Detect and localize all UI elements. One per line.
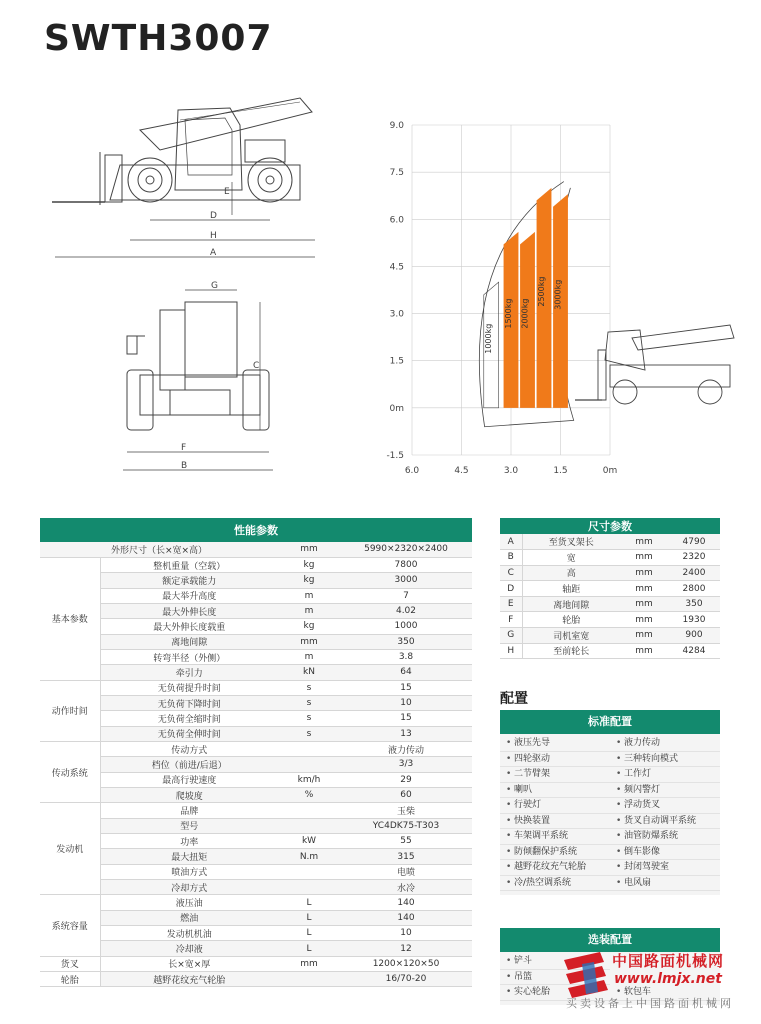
row-unit: kg (278, 557, 340, 572)
row-value: 玉柴 (340, 803, 472, 818)
dim-label-b: B (181, 461, 188, 471)
group-label: 货叉 (40, 956, 100, 971)
dim-label-e: E (224, 187, 230, 197)
row-label: 品牌 (100, 803, 278, 818)
table-row (40, 603, 472, 618)
row-value: 140 (340, 895, 472, 910)
dim-unit: mm (620, 550, 668, 566)
table-row (40, 557, 472, 572)
dim-key: G (500, 628, 522, 644)
row-label: 爬坡度 (100, 788, 278, 803)
row-value: 水冷 (340, 880, 472, 895)
dim-value: 2800 (668, 581, 720, 597)
row-label: 最大外伸长度 (100, 603, 278, 618)
optional-config-header: 选装配置 (500, 928, 720, 952)
dim-label-f: F (181, 443, 187, 453)
watermark-line1: 中国路面机械网 (612, 952, 725, 970)
row-unit: s (278, 695, 340, 710)
row-label: 无负荷全伸时间 (100, 726, 278, 741)
row-value: 13 (340, 726, 472, 741)
dim-label: 至前轮长 (522, 643, 620, 659)
row-unit: km/h (278, 772, 340, 787)
row-label: 额定承载能力 (100, 573, 278, 588)
table-row (40, 926, 472, 941)
row-label: 最大外伸长度载重 (100, 619, 278, 634)
list-item: • 防倾翻保护系统 (500, 845, 610, 861)
dim-label-g: G (211, 281, 218, 291)
table-row (40, 956, 472, 971)
row-unit: s (278, 711, 340, 726)
standard-config-header: 标准配置 (500, 710, 720, 734)
list-item: • 冷/热空调系统 (500, 876, 610, 892)
dim-unit: mm (620, 612, 668, 628)
table-row (40, 542, 472, 557)
dim-key: F (500, 612, 522, 628)
dim-key: E (500, 596, 522, 612)
dim-label-c: C (253, 361, 260, 371)
y-tick-label: 1.5 (389, 356, 404, 367)
table-row (500, 628, 720, 644)
row-label: 发动机机油 (100, 926, 278, 941)
row-unit: kg (278, 573, 340, 588)
dim-label: 至货叉架长 (522, 534, 620, 550)
group-label: 系统容量 (40, 895, 100, 956)
table-row (40, 695, 472, 710)
row-label: 越野花纹充气轮胎 (100, 972, 278, 987)
table-row (40, 634, 472, 649)
dimensions-table (500, 518, 720, 659)
row-label: 功率 (100, 834, 278, 849)
row-unit (278, 741, 340, 756)
row-label: 最大扭矩 (100, 849, 278, 864)
dim-label: 轮胎 (522, 612, 620, 628)
dim-key: H (500, 643, 522, 659)
y-tick-label: 3.0 (389, 309, 404, 320)
row-unit: s (278, 680, 340, 695)
row-label: 冷却方式 (100, 880, 278, 895)
row-value: 350 (340, 634, 472, 649)
list-item: • 三种转向模式 (610, 752, 720, 768)
row-unit: % (278, 788, 340, 803)
list-item: • 倒车影像 (610, 845, 720, 861)
table-row (40, 588, 472, 603)
y-tick-label: 7.5 (389, 168, 404, 179)
dim-key: D (500, 581, 522, 597)
x-tick-label: 0m (602, 466, 618, 476)
y-tick-label: 0m (389, 403, 404, 414)
list-item: • 货叉自动调平系统 (610, 814, 720, 830)
row-label: 无负荷下降时间 (100, 695, 278, 710)
table-row (500, 565, 720, 581)
table-row (40, 818, 472, 833)
row-unit: N.m (278, 849, 340, 864)
row-unit: m (278, 603, 340, 618)
row-value: 3/3 (340, 757, 472, 772)
row-value: 64 (340, 665, 472, 680)
y-tick-label: -1.5 (386, 451, 404, 461)
list-item: • 频闪警灯 (610, 783, 720, 799)
dim-key: A (500, 534, 522, 550)
row-unit: kN (278, 665, 340, 680)
row-unit: mm (278, 634, 340, 649)
list-item: • 浮动货叉 (610, 798, 720, 814)
group-label: 传动系统 (40, 741, 100, 802)
table-row (40, 895, 472, 910)
table-row (500, 534, 720, 550)
row-label: 外形尺寸（长×宽×高） (40, 542, 278, 557)
row-unit: s (278, 726, 340, 741)
standard-config (500, 710, 720, 895)
dim-unit: mm (620, 565, 668, 581)
zone-label: 3000kg (553, 279, 563, 310)
page-title: SWTH3007 (44, 18, 273, 59)
table-row (40, 649, 472, 664)
load-chart (370, 110, 760, 480)
dim-key: B (500, 550, 522, 566)
row-value: 5990×2320×2400 (340, 542, 472, 557)
dim-label: 宽 (522, 550, 620, 566)
row-value: 15 (340, 680, 472, 695)
row-value: 1200×120×50 (340, 956, 472, 971)
list-item: • 实心轮胎 (500, 985, 610, 1001)
dim-value: 2320 (668, 550, 720, 566)
dim-unit: mm (620, 534, 668, 550)
list-item: • 吊篮 (500, 970, 610, 986)
dim-label: 司机室宽 (522, 628, 620, 644)
row-label: 转弯半径（外侧） (100, 649, 278, 664)
y-tick-label: 4.5 (389, 262, 404, 273)
table-row (500, 550, 720, 566)
row-label: 最大举升高度 (100, 588, 278, 603)
table-row (500, 612, 720, 628)
row-value: 7 (340, 588, 472, 603)
x-tick-label: 1.5 (553, 466, 568, 476)
x-tick-label: 4.5 (454, 466, 469, 476)
dim-label-a: A (210, 248, 217, 258)
row-label: 离地间隙 (100, 634, 278, 649)
table-row (500, 596, 720, 612)
row-value: 315 (340, 849, 472, 864)
dim-label-h: H (210, 231, 217, 241)
zone-label: 1000kg (484, 323, 494, 354)
row-unit: L (278, 941, 340, 956)
dim-unit: mm (620, 628, 668, 644)
row-unit: L (278, 910, 340, 925)
table-row (40, 849, 472, 864)
row-label: 长×宽×厚 (100, 956, 278, 971)
row-unit: mm (278, 542, 340, 557)
row-value: 29 (340, 772, 472, 787)
row-unit (278, 864, 340, 879)
table-row (500, 581, 720, 597)
performance-table (40, 518, 472, 987)
x-tick-label: 3.0 (503, 466, 519, 476)
list-item: • 快换装置 (500, 814, 610, 830)
dim-unit: mm (620, 643, 668, 659)
zone-label: 2500kg (537, 276, 546, 307)
group-label: 轮胎 (40, 972, 100, 987)
table-row (40, 941, 472, 956)
dim-label: 离地间隙 (522, 596, 620, 612)
row-label: 无负荷提升时间 (100, 680, 278, 695)
row-value: 55 (340, 834, 472, 849)
list-item: • 车架调平系统 (500, 829, 610, 845)
x-tick-label: 6.0 (404, 466, 420, 476)
dim-value: 4284 (668, 643, 720, 659)
table-row (40, 880, 472, 895)
watermark-line3: 买卖设备上中国路面机械网 (566, 997, 734, 1010)
table-row (40, 726, 472, 741)
table-row (40, 772, 472, 787)
list-item: • 二节臂架 (500, 767, 610, 783)
list-item: • 油管防爆系统 (610, 829, 720, 845)
row-value: 10 (340, 926, 472, 941)
table-row (40, 757, 472, 772)
dim-unit: mm (620, 596, 668, 612)
dimensions-table-header: 尺寸参数 (500, 518, 720, 534)
row-value: 140 (340, 910, 472, 925)
list-item: • 封闭驾驶室 (610, 860, 720, 876)
table-row (40, 711, 472, 726)
dim-value: 2400 (668, 565, 720, 581)
row-value: 60 (340, 788, 472, 803)
row-unit: L (278, 926, 340, 941)
table-row (40, 741, 472, 756)
dim-value: 350 (668, 596, 720, 612)
row-value: 16/70-20 (340, 972, 472, 987)
table-row (40, 972, 472, 987)
row-label: 传动方式 (100, 741, 278, 756)
row-value: 3000 (340, 573, 472, 588)
zone-label: 2000kg (520, 298, 530, 329)
row-unit (278, 818, 340, 833)
dim-key: C (500, 565, 522, 581)
row-label: 无负荷全缩时间 (100, 711, 278, 726)
row-label: 喷油方式 (100, 864, 278, 879)
list-item: • 液压先导 (500, 736, 610, 752)
row-unit (278, 757, 340, 772)
dim-label: 轴距 (522, 581, 620, 597)
row-value: 7800 (340, 557, 472, 572)
config-section-title: 配置 (500, 691, 528, 707)
list-item: • 越野花纹充气轮胎 (500, 860, 610, 876)
row-value: 1000 (340, 619, 472, 634)
list-item: • 电风扇 (610, 876, 720, 892)
y-tick-label: 6.0 (389, 215, 404, 226)
list-item: • 四轮驱动 (500, 752, 610, 768)
dim-value: 4790 (668, 534, 720, 550)
row-label: 冷却液 (100, 941, 278, 956)
row-unit: kW (278, 834, 340, 849)
list-item: • 工作灯 (610, 767, 720, 783)
row-value: YC4DK75-T303 (340, 818, 472, 833)
row-value: 15 (340, 711, 472, 726)
group-label: 动作时间 (40, 680, 100, 741)
row-label: 型号 (100, 818, 278, 833)
table-row (40, 788, 472, 803)
table-row (500, 643, 720, 659)
row-value: 12 (340, 941, 472, 956)
row-value: 3.8 (340, 649, 472, 664)
machine-silhouette (575, 325, 734, 404)
row-label: 燃油 (100, 910, 278, 925)
watermark-line2[interactable]: www.lmjx.net (614, 971, 722, 987)
front-view-drawing (115, 280, 285, 480)
row-label: 牵引力 (100, 665, 278, 680)
row-unit: mm (278, 956, 340, 971)
list-item: • 行驶灯 (500, 798, 610, 814)
table-row (40, 680, 472, 695)
table-row (40, 803, 472, 818)
chart-labels (386, 121, 617, 476)
row-unit: kg (278, 619, 340, 634)
list-item: • 液力传动 (610, 736, 720, 752)
list-item: • 喇叭 (500, 783, 610, 799)
table-row (40, 864, 472, 879)
dim-label-d: D (210, 211, 217, 221)
row-value: 4.02 (340, 603, 472, 618)
row-unit: m (278, 649, 340, 664)
dim-label: 高 (522, 565, 620, 581)
row-unit: L (278, 895, 340, 910)
table-row (40, 573, 472, 588)
dim-value: 900 (668, 628, 720, 644)
row-unit: m (278, 588, 340, 603)
table-row (40, 834, 472, 849)
row-label: 最高行驶速度 (100, 772, 278, 787)
list-item: • 软包车 (610, 985, 720, 1001)
side-view-drawing (50, 90, 370, 265)
row-value: 10 (340, 695, 472, 710)
table-row (40, 665, 472, 680)
table-row (40, 619, 472, 634)
group-label: 基本参数 (40, 557, 100, 680)
row-label: 整机重量（空载） (100, 557, 278, 572)
row-label: 档位（前进/后退） (100, 757, 278, 772)
zone-label: 1500kg (504, 298, 513, 329)
y-tick-label: 9.0 (389, 121, 404, 131)
dim-unit: mm (620, 581, 668, 597)
row-unit (278, 880, 340, 895)
dim-value: 1930 (668, 612, 720, 628)
group-label: 发动机 (40, 803, 100, 895)
table-row (40, 910, 472, 925)
standard-config-list (500, 734, 720, 895)
row-unit (278, 972, 340, 987)
row-value: 液力传动 (340, 741, 472, 756)
performance-table-header: 性能参数 (40, 518, 472, 542)
row-unit (278, 803, 340, 818)
row-label: 液压油 (100, 895, 278, 910)
row-value: 电喷 (340, 864, 472, 879)
list-item: • 铲斗 (500, 954, 610, 970)
